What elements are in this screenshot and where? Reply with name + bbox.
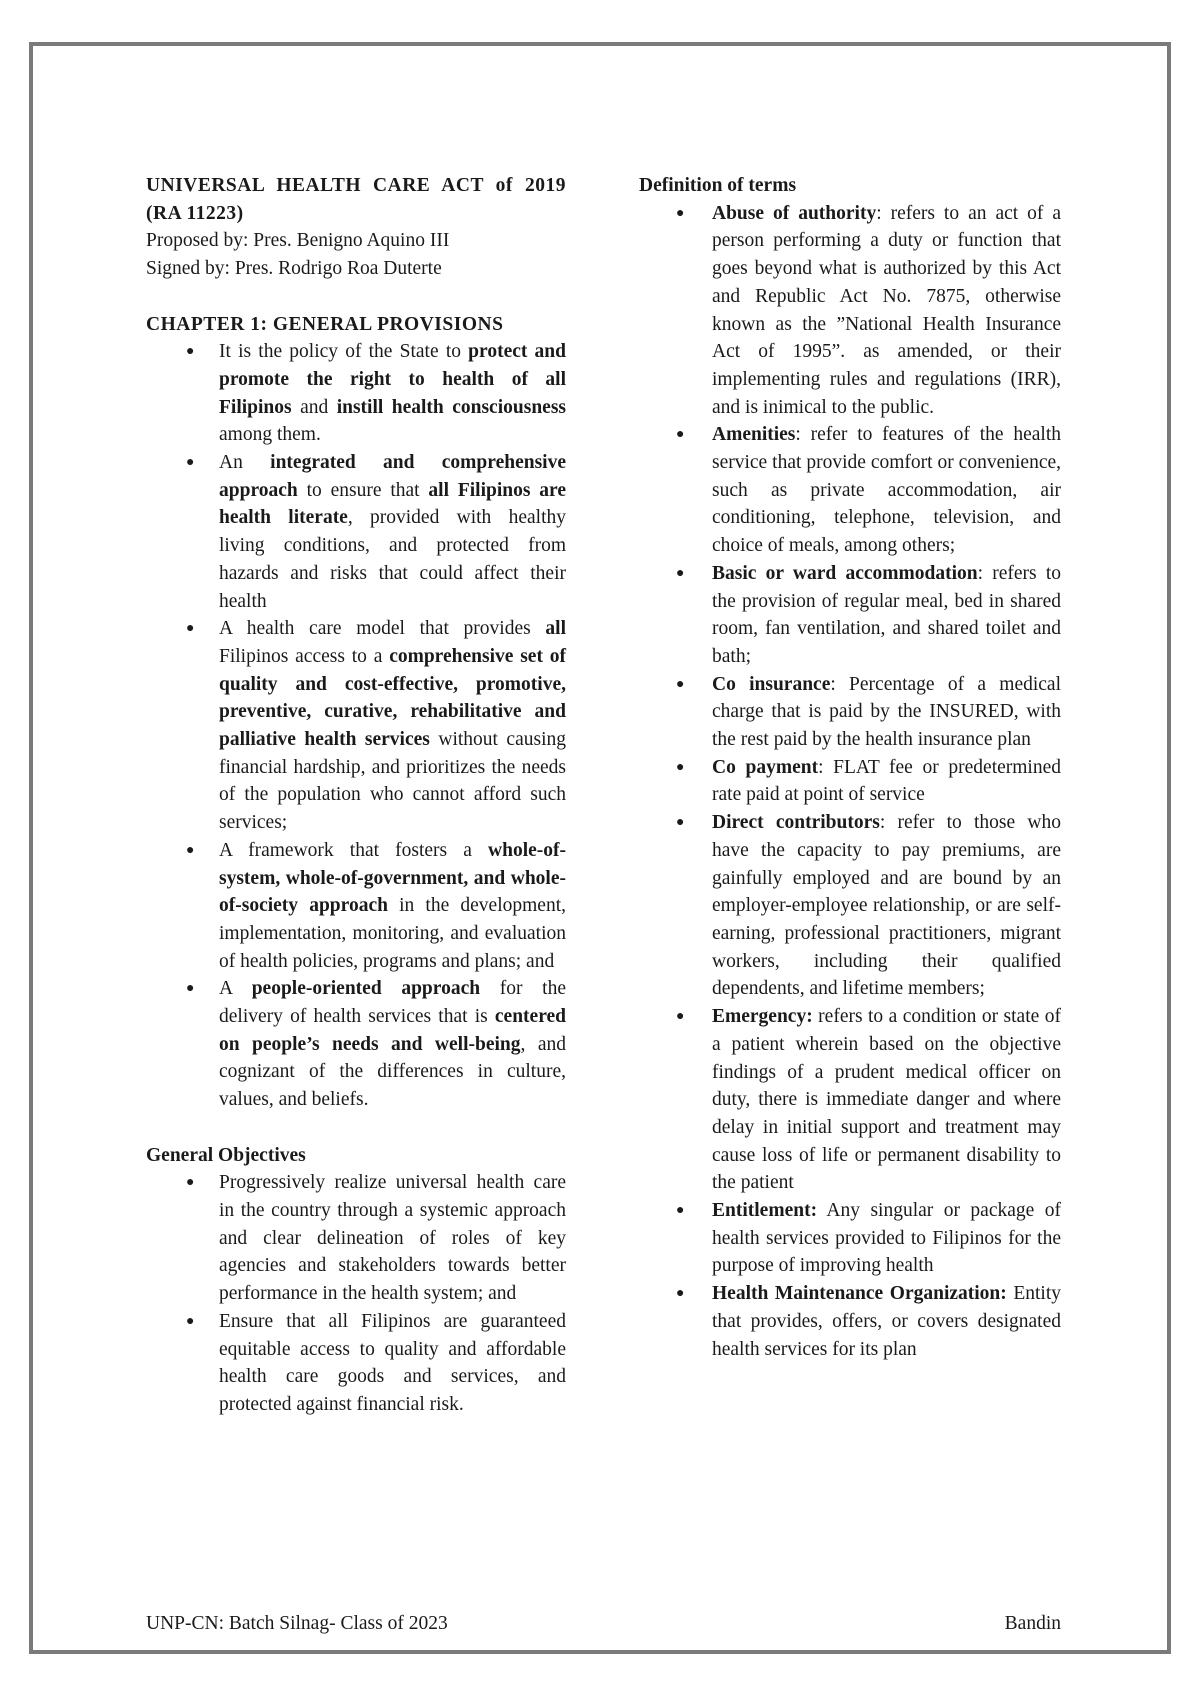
- text-run: Ensure that all Filipinos are guaranteed equitable access to quality and affordable health care goods and services, and protected against financial risk.: [219, 1310, 566, 1415]
- bold-term: Health Maintenance Organization:: [712, 1283, 1007, 1305]
- text-run: : refers to the provision of regular meal, bed in shared room, fan ventilation, and shared toilet and bath;: [712, 562, 1062, 667]
- bullet-icon: ●: [186, 344, 195, 360]
- bold-term: Basic or ward accommodation: [712, 562, 978, 584]
- bold-term: all Filipinos are health literate: [219, 479, 566, 529]
- bullet-icon: ●: [186, 1175, 195, 1191]
- text-run: refers to a condition or state of a patient wherein based on the objective findings of a prudent medical officer on duty, there is immediate danger and where delay in initial support and treatment may cause loss of life or permanent disability to the patient: [712, 1006, 1061, 1194]
- definitions-list: [639, 200, 1061, 1364]
- bold-term: Co insurance: [712, 673, 831, 695]
- list-item: [639, 560, 1061, 671]
- text-run: Any singular or package of health services provided to Filipinos for the purpose of improving health: [712, 1200, 1061, 1277]
- right-column: [639, 172, 1061, 1363]
- text-run: Progressively realize universal health care in the country through a systemic approach and clear delineation of roles of key agencies and stakeholders towards better performance in the health system; and: [219, 1172, 566, 1305]
- text-run: , and cognizant of the differences in culture, values, and beliefs.: [219, 1033, 567, 1111]
- general-objectives-list: [146, 1169, 566, 1418]
- list-item: [639, 1280, 1061, 1363]
- list-item: [146, 338, 566, 449]
- proposed-by: Proposed by: Pres. Benigno Aquino III: [146, 230, 450, 252]
- bold-term: instill health consciousness: [336, 396, 566, 418]
- list-item: [639, 1003, 1061, 1197]
- text-run: Filipinos access to a: [219, 645, 390, 667]
- bullet-icon: ●: [676, 427, 685, 443]
- bold-term: Entitlement:: [712, 1200, 818, 1222]
- text-run: for the delivery of health services that is: [219, 978, 566, 1028]
- chapter-heading: CHAPTER 1: GENERAL PROVISIONS: [146, 313, 504, 335]
- list-item: [639, 809, 1061, 1003]
- text-run: Entity that provides, offers, or covers designated health services for its plan: [712, 1283, 1061, 1360]
- footer-right: Bandin: [1004, 1613, 1061, 1634]
- footer-left: UNP-CN: Batch Silnag- Class of 2023: [146, 1613, 448, 1634]
- definitions-heading: Definition of terms: [639, 175, 797, 196]
- text-run: : Percentage of a medical charge that is paid by the INSURED, with the rest paid by the health insurance plan: [712, 673, 1061, 751]
- text-run: among them.: [219, 424, 321, 446]
- list-item: [639, 671, 1061, 754]
- bullet-icon: ●: [676, 565, 685, 581]
- text-run: : refer to those who have the capacity to pay premiums, are gainfully employed and are bound by an employer-employee relationship, or are self-earning, professional practitioners, migrant workers, including their qualified dependents, and lifetime members;: [712, 812, 1061, 1000]
- list-item: [639, 1197, 1061, 1280]
- text-run: An: [219, 452, 271, 474]
- bullet-icon: ●: [676, 676, 685, 692]
- bold-term: all: [545, 618, 566, 640]
- text-run: , provided with healthy living conditions, and protected from hazards and risks that could affect their health: [219, 507, 566, 612]
- bold-term: Co payment: [712, 756, 819, 778]
- bullet-icon: ●: [676, 1009, 685, 1025]
- left-column: [146, 172, 566, 1419]
- text-run: to ensure that: [297, 479, 429, 501]
- bullet-icon: ●: [186, 842, 195, 858]
- text-run: : refer to features of the health service that provide comfort or convenience, such as private accommodation, air conditioning, telephone, television, and choice of meals, among others;: [712, 424, 1061, 557]
- signed-by: Signed by: Pres. Rodrigo Roa Duterte: [146, 258, 442, 280]
- list-item: [146, 1169, 566, 1308]
- text-run: in the development, implementation, monitoring, and evaluation of health policies, programs and plans; and: [219, 895, 566, 972]
- bold-term: integrated and comprehensive approach: [219, 452, 566, 501]
- text-run: It is the policy of the State to: [219, 341, 469, 363]
- bold-term: whole-of-system, whole-of-government, and whole-of-society approach: [219, 839, 566, 917]
- list-item: [639, 200, 1061, 422]
- list-item: [146, 615, 566, 837]
- bold-term: Abuse of authority: [712, 202, 877, 224]
- text-run: : refers to an act of a person performing a duty or function that goes beyond what is authorized by this Act and Republic Act No. 7875, otherwise known as the ”National Health Insurance Act of 1995”. as amended, or their implementing rules and regulations (IRR), and is inimical to the public.: [712, 202, 1062, 418]
- bullet-icon: ●: [676, 1286, 685, 1302]
- bullet-icon: ●: [676, 205, 685, 221]
- bullet-icon: ●: [676, 815, 685, 831]
- text-run: A: [219, 978, 252, 1000]
- bullet-icon: ●: [186, 455, 195, 471]
- general-provisions-list: [146, 338, 566, 1114]
- text-run: without causing financial hardship, and prioritizes the needs of the population who cannot afford such services;: [219, 729, 567, 834]
- bold-term: comprehensive set of quality and cost-effective, promotive, preventive, curative, rehabilitative and palliative health services: [219, 645, 566, 751]
- bullet-icon: ●: [676, 759, 685, 775]
- list-item: [639, 754, 1061, 809]
- general-objectives-heading: General Objectives: [146, 1144, 306, 1166]
- bold-term: Direct contributors: [712, 812, 880, 834]
- bold-term: centered on people’s needs and well-being: [219, 1006, 566, 1055]
- bold-term: people-oriented approach: [251, 978, 481, 1000]
- list-item: [639, 421, 1061, 560]
- document-title: UNIVERSAL HEALTH CARE ACT of 2019 (RA 11223): [146, 175, 566, 224]
- bold-term: Amenities: [712, 424, 796, 446]
- list-item: [146, 1308, 566, 1419]
- list-item: [146, 975, 566, 1114]
- bullet-icon: ●: [676, 1203, 685, 1219]
- text-run: A health care model that provides: [219, 618, 546, 640]
- text-run: : FLAT fee or predetermined rate paid at point of service: [712, 756, 1062, 806]
- bold-term: Emergency:: [712, 1006, 813, 1028]
- bold-term: protect and promote the right to health of all Filipinos: [219, 341, 566, 418]
- text-run: and: [291, 396, 337, 418]
- text-run: A framework that fosters a: [219, 839, 489, 861]
- list-item: [146, 837, 566, 976]
- list-item: [146, 449, 566, 615]
- bullet-icon: ●: [186, 981, 195, 997]
- bullet-icon: ●: [186, 621, 195, 637]
- bullet-icon: ●: [186, 1313, 195, 1329]
